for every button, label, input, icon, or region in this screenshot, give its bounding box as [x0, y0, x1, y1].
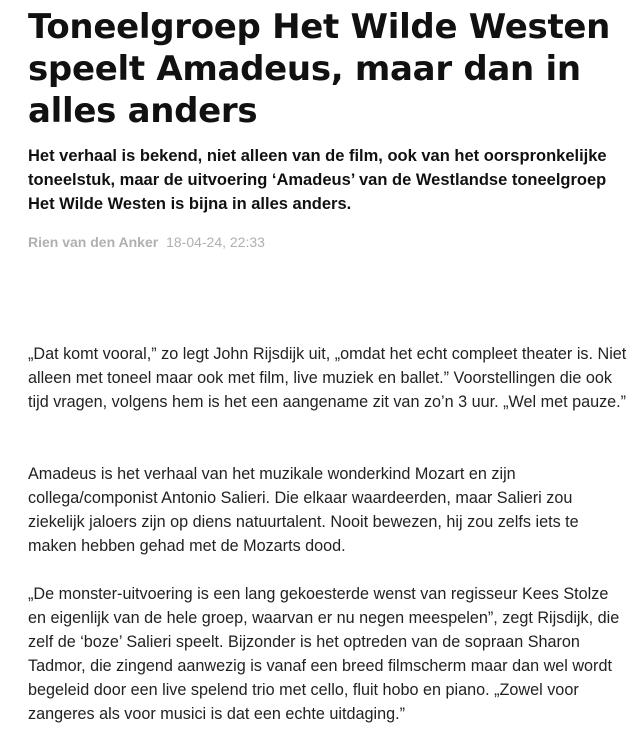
byline: [28, 232, 265, 252]
publish-date: 18-04-24, 22:33: [166, 234, 265, 250]
body-paragraph: „De monster-uitvoering is een lang gekoesterde wenst van regisseur Kees Stolze en eigenlijk van de hele groep, waarvan er nu negen meespelen”, zegt Rijsdijk, die zelf de ‘boze’ Salieri speelt. Bijzonder is het optreden van de sopraan Sharon Tadmor, die zingend aanwezig is vanaf een breed filmscherm maar dan wel wordt begeleid door een live spelend trio met cello, fluit hobo en piano. „Zowel voor zangeres als voor musici is dat een echte uitdaging.”: [28, 585, 620, 723]
article-lead: Het verhaal is bekend, niet alleen van de film, ook van het oorspronkelijke toneelstuk, maar de uitvoering ‘Amadeus’ van de Westlandse toneelgroep Het Wilde Westen is bijna in alles anders.: [28, 147, 607, 213]
body-paragraph: „Dat komt vooral,” zo legt John Rijsdijk uit, „omdat het echt compleet theater is. Niet alleen met toneel maar ook met film, live muziek en ballet.” Voorstellingen die ook tijd vragen, volgens hem is het een aangename zit van zo’n 3 uur. „Wel met pauze.”: [28, 345, 627, 411]
author-name[interactable]: Rien van den Anker: [28, 234, 159, 250]
body-paragraph: Amadeus is het verhaal van het muzikale wonderkind Mozart en zijn collega/componist Antonio Salieri. Die elkaar waardeerden, maar Salieri zou ziekelijk jaloers zijn op diens natuurtalent. Nooit bewezen, hij zou zelfs iets te maken hebben gehad met de Mozarts dood.: [28, 465, 579, 555]
article-headline: Toneelgroep Het Wilde Westen speelt Amadeus, maar dan in alles anders: [28, 7, 611, 131]
